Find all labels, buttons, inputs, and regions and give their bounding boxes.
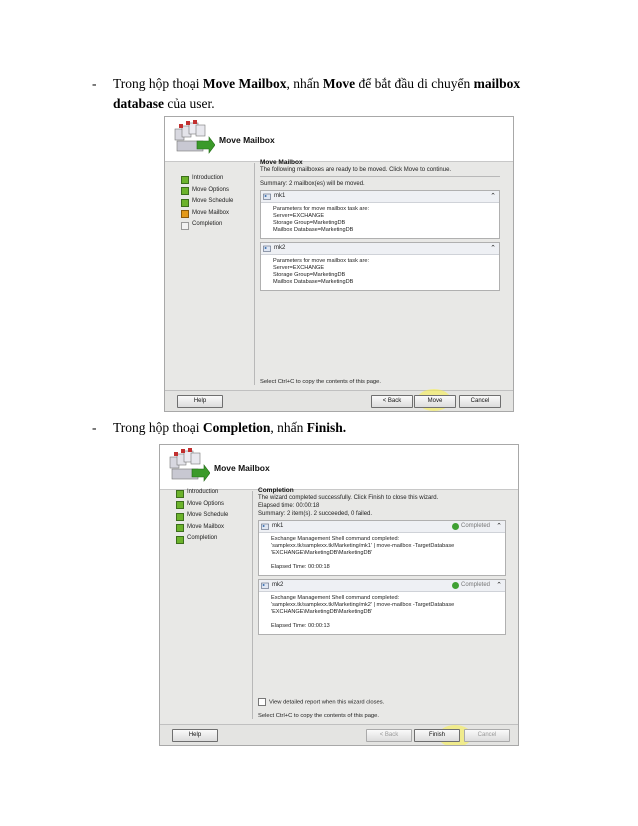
task-header[interactable] — [261, 191, 499, 203]
step-done-icon — [176, 513, 184, 521]
back-button[interactable]: < Back — [371, 395, 413, 408]
action-name: Finish. — [306, 420, 347, 435]
content-separator — [260, 176, 500, 177]
step-done-icon — [176, 524, 184, 532]
task-name: mk1 — [274, 193, 286, 199]
nav-item-move-options[interactable] — [176, 499, 246, 511]
step-text-middle: , nhấn — [286, 76, 323, 91]
view-report-checkbox[interactable] — [258, 698, 384, 706]
wizard-nav — [181, 173, 251, 231]
step-done-icon — [176, 501, 184, 509]
step-current-icon — [181, 210, 189, 218]
step-pending-icon — [181, 222, 189, 230]
content-title: Move Mailbox — [260, 159, 303, 166]
task-panel-mk2 — [260, 242, 500, 291]
cancel-button[interactable]: Cancel — [459, 395, 501, 408]
nav-label: Move Mailbox — [187, 523, 225, 530]
mailbox-user-icon — [261, 582, 269, 589]
nav-label: Completion — [187, 535, 218, 541]
content-title: Completion — [258, 487, 294, 494]
task-header[interactable] — [259, 580, 505, 592]
nav-label: Completion — [192, 221, 223, 227]
task-name: mk1 — [272, 523, 284, 529]
task-line: Parameters for move mailbox task are: — [273, 206, 370, 212]
object-name: mailbox database — [113, 76, 521, 111]
nav-label: Move Schedule — [187, 512, 229, 518]
content-subtitle: The wizard completed successfully. Click Finish to close this wizard. — [258, 495, 439, 501]
back-button[interactable]: < Back — [366, 729, 412, 742]
task-line: Storage Group=MarketingDB — [273, 220, 346, 226]
help-button[interactable]: Help — [177, 395, 223, 408]
task-panel-mk1 — [258, 520, 506, 576]
mailbox-user-icon — [261, 523, 269, 530]
action-name: Move — [322, 76, 356, 91]
step-done-icon — [181, 176, 189, 184]
help-button[interactable]: Help — [172, 729, 218, 742]
task-line: Server=EXCHANGE — [273, 213, 325, 219]
wizard-footer — [160, 724, 518, 745]
task-status: Completed — [460, 523, 490, 529]
task-panel-mk2 — [258, 579, 506, 635]
collapse-chevron-icon[interactable]: ⌃ — [490, 193, 496, 200]
completion-dialog-screenshot — [159, 444, 519, 746]
mailbox-move-logo-icon — [171, 119, 215, 159]
task-line: 'EXCHANGE\MarketingDB\MarketingDB' — [271, 609, 373, 615]
task-line: Parameters for move mailbox task are: — [273, 258, 370, 264]
task-elapsed: Elapsed Time: 00:00:18 — [271, 564, 330, 570]
finish-button[interactable]: Finish — [414, 729, 460, 742]
wizard-footer — [165, 390, 513, 411]
task-elapsed: Elapsed Time: 00:00:13 — [271, 623, 330, 629]
wizard-title: Move Mailbox — [219, 135, 275, 145]
move-mailbox-dialog-screenshot — [164, 116, 514, 412]
task-line: 'samplexx.tk/samplexx.tk/Marketing/mk2' | move-mailbox -TargetDatabase — [271, 602, 455, 608]
dialog-name: Move Mailbox — [202, 76, 287, 91]
dialog-name: Completion — [202, 420, 271, 435]
elapsed-time: Elapsed time: 00:00:18 — [258, 503, 320, 509]
task-line: 'EXCHANGE\MarketingDB\MarketingDB' — [271, 550, 373, 556]
nav-label: Move Options — [187, 500, 225, 507]
nav-label: Move Schedule — [192, 198, 234, 204]
nav-item-introduction[interactable] — [176, 487, 246, 499]
mailbox-user-icon — [263, 193, 271, 200]
task-line: Server=EXCHANGE — [273, 265, 325, 271]
move-button[interactable]: Move — [414, 395, 456, 408]
step-text-tail: của user. — [164, 96, 215, 111]
task-line: Storage Group=MarketingDB — [273, 272, 346, 278]
step-done-icon — [181, 187, 189, 195]
task-line: Mailbox Database=MarketingDB — [273, 279, 354, 285]
wizard-header — [165, 117, 513, 162]
nav-label: Move Mailbox — [192, 209, 230, 216]
nav-item-completion[interactable] — [176, 533, 246, 545]
summary-text: Summary: 2 item(s). 2 succeeded, 0 failed. — [258, 511, 373, 517]
cancel-button[interactable]: Cancel — [464, 729, 510, 742]
nav-label: Introduction — [192, 175, 224, 181]
nav-item-move-options[interactable] — [181, 185, 251, 197]
task-header[interactable] — [261, 243, 499, 255]
collapse-chevron-icon[interactable]: ⌃ — [496, 523, 502, 530]
step-text-prefix: Trong hộp thoại — [113, 76, 203, 91]
nav-item-move-schedule[interactable] — [181, 196, 251, 208]
nav-item-completion[interactable] — [181, 219, 251, 231]
task-line: Exchange Management Shell command completed: — [271, 595, 400, 601]
wizard-content — [258, 487, 506, 638]
step-done-icon — [176, 536, 184, 544]
task-line: Exchange Management Shell command completed: — [271, 536, 400, 542]
nav-label: Move Options — [192, 186, 230, 193]
task-spacer — [271, 557, 505, 564]
bullet-dash: - — [92, 76, 97, 91]
bullet-dash: - — [92, 420, 97, 435]
nav-item-move-mailbox[interactable] — [181, 208, 251, 220]
wizard-title: Move Mailbox — [214, 463, 270, 473]
checkbox-box[interactable] — [258, 698, 266, 706]
mailbox-move-logo-icon — [166, 447, 210, 487]
step-text-prefix: Trong hộp thoại — [113, 420, 203, 435]
mailbox-user-icon — [263, 245, 271, 252]
wizard-header — [160, 445, 518, 490]
copy-hint: Select Ctrl+C to copy the contents of this page. — [260, 379, 381, 385]
step-text-suffix: để bắt đầu di chuyển — [355, 76, 474, 91]
summary-text: Summary: 2 mailbox(es) will be moved. — [260, 181, 365, 187]
task-line: Mailbox Database=MarketingDB — [273, 227, 354, 233]
task-body — [259, 533, 505, 575]
nav-item-move-mailbox[interactable] — [176, 522, 246, 534]
nav-item-move-schedule[interactable] — [176, 510, 246, 522]
wizard-nav — [176, 487, 246, 545]
step-text-middle: , nhấn — [270, 420, 307, 435]
task-body — [261, 255, 499, 290]
task-status: Completed — [460, 582, 490, 588]
nav-divider — [252, 491, 253, 719]
checkbox-label: View detailed report when this wizard closes. — [269, 699, 385, 706]
content-subtitle: The following mailboxes are ready to be moved. Click Move to continue. — [260, 167, 452, 173]
task-body — [259, 592, 505, 634]
task-body — [261, 203, 499, 238]
task-header[interactable] — [259, 521, 505, 533]
collapse-chevron-icon[interactable]: ⌃ — [490, 245, 496, 252]
copy-hint: Select Ctrl+C to copy the contents of this page. — [258, 713, 379, 719]
task-name: mk2 — [272, 582, 284, 588]
task-name: mk2 — [274, 245, 286, 251]
step-done-icon — [181, 199, 189, 207]
task-line: 'samplexx.tk/samplexx.tk/Marketing/mk1' | move-mailbox -TargetDatabase — [271, 543, 455, 549]
nav-label: Introduction — [187, 489, 219, 495]
completed-check-icon — [452, 523, 459, 530]
completed-check-icon — [452, 582, 459, 589]
wizard-content — [260, 159, 500, 294]
collapse-chevron-icon[interactable]: ⌃ — [496, 582, 502, 589]
nav-item-introduction[interactable] — [181, 173, 251, 185]
task-spacer — [271, 616, 505, 623]
step-done-icon — [176, 490, 184, 498]
task-panel-mk1 — [260, 190, 500, 239]
nav-divider — [254, 163, 255, 385]
